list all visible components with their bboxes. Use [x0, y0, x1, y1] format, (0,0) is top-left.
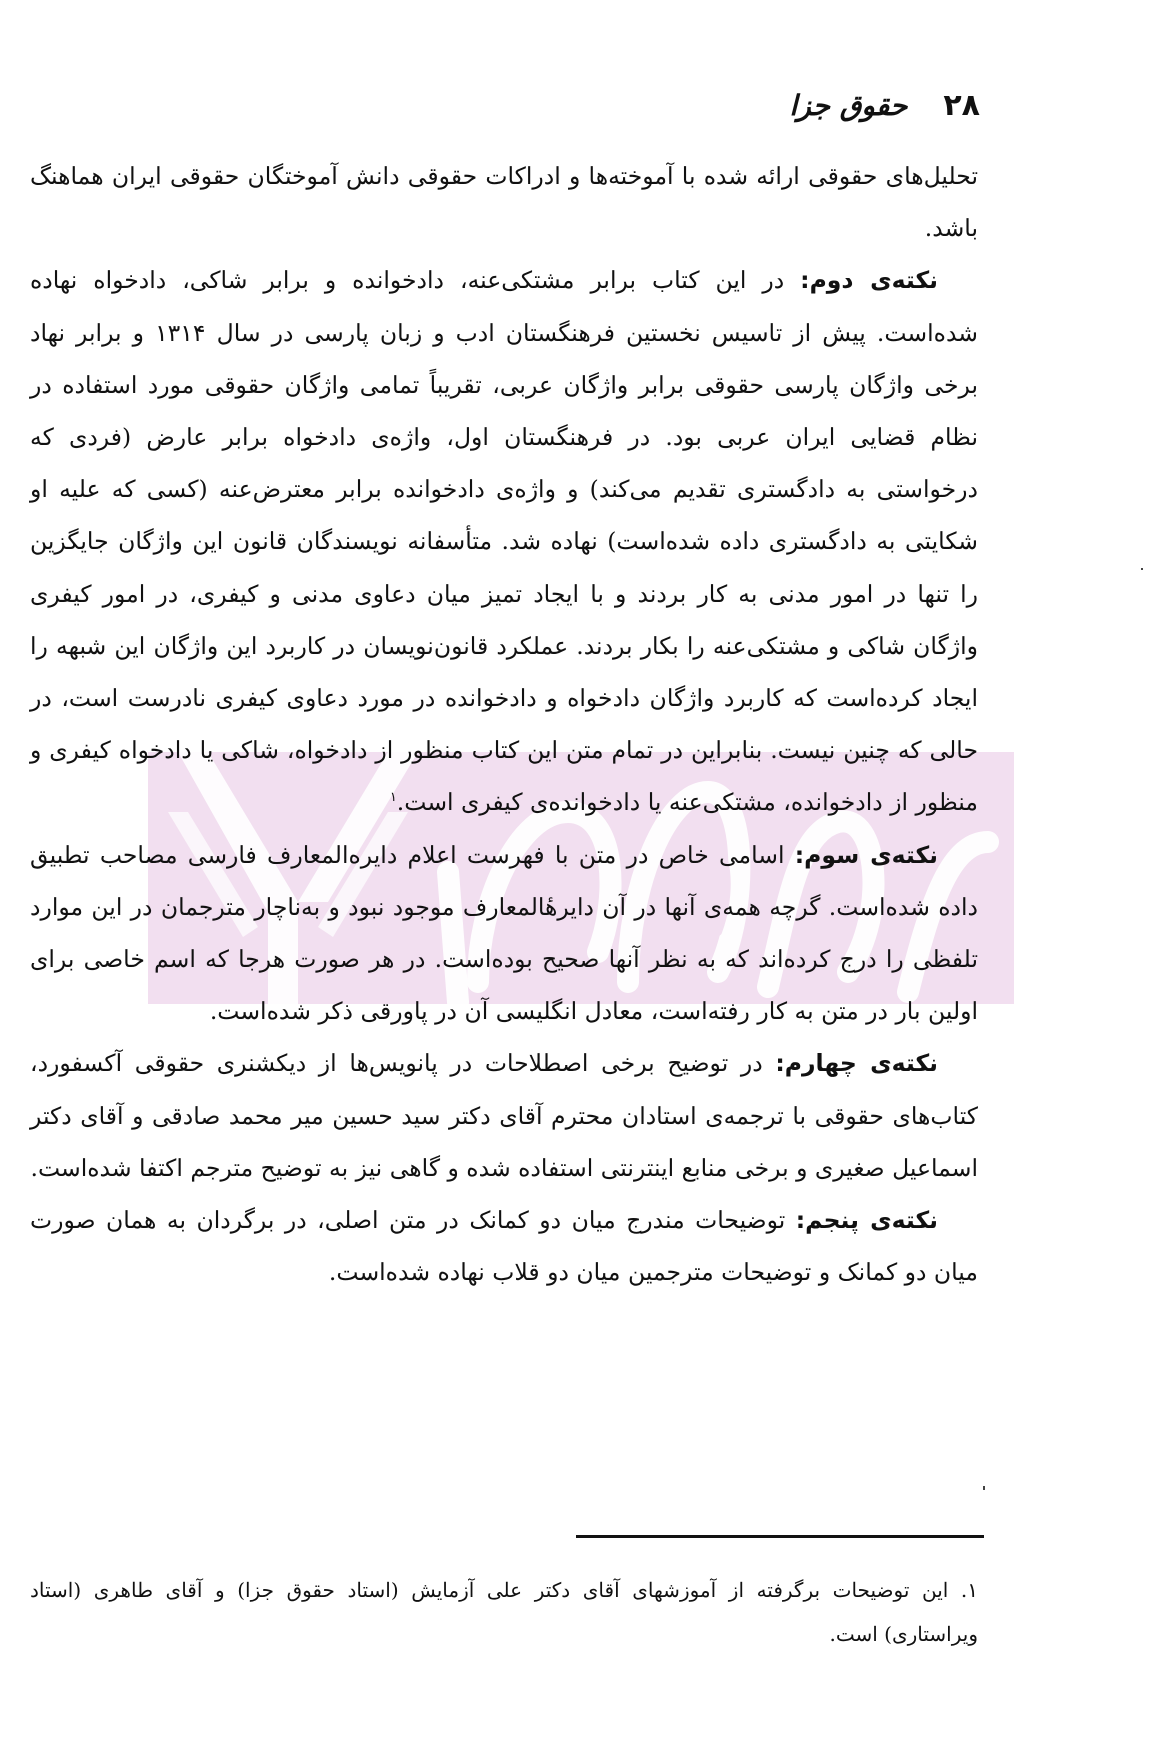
footnote-divider [576, 1535, 984, 1538]
paragraph-lead: نکته‌ی دوم: [800, 266, 939, 295]
footnotes [30, 1568, 978, 1656]
paragraph-lead: نکته‌ی سوم: [794, 840, 938, 869]
footnote-item [30, 1568, 978, 1656]
footnote-text: این توضیحات برگرفته از آموزشهای آقای دکتر علی آزمایش (استاد حقوق جزا) و آقای طاهری (استاد ویراستاری) است. [30, 1578, 978, 1646]
paragraph-text: توضیحات مندرج میان دو کمانک در متن اصلی، در برگردان به همان صورت میان دو کمانک و توضیحات مترجمین میان دو قلاب نهاده شده‌است. [30, 1206, 978, 1287]
paragraph-text: در توضیح برخی اصطلاحات در پانویس‌ها از دیکشنری حقوقی آکسفورد، کتاب‌های حقوقی با ترجمه‌ی استادان محترم آقای دکتر سید حسین میر محمد صادقی و آقای دکتر اسماعیل صغیری و برخی منابع اینترنتی استفاده شده و گاهی نیز به توضیح مترجم اکتفا شده‌است. [30, 1049, 978, 1182]
page-number: ۲۸ [943, 88, 980, 123]
body-text [30, 150, 978, 1298]
paragraph-text: تحلیل‌های حقوقی ارائه شده با آموخته‌ها و ادراکات حقوقی دانش آموختگان حقوقی ایران هماهنگ باشد. [30, 162, 978, 243]
paragraph-note-2 [30, 254, 978, 828]
paragraph-note-3 [30, 829, 978, 1038]
paragraph-lead: نکته‌ی پنجم: [795, 1206, 939, 1235]
paragraph-text: اسامی خاص در متن با فهرست اعلام دایره‌المعارف فارسی مصاحب تطبیق داده شده‌است. گرچه همه‌ی آنها در آن دایرهٔالمعارف موجود نبود و به‌ناچار مترجمان در این موارد تلفظی را درج کرده‌اند که به نظر آنها صحیح بوده‌است. در هر صورت هرجا که اسم خاصی برای اولین بار در متن به کار رفته‌است، معادل انگلیسی آن در پاورقی ذکر شده‌است. [30, 840, 978, 1026]
footnote-reference[interactable]: ۱ [389, 790, 397, 806]
paragraph-text: در این کتاب برابر مشتکی‌عنه، دادخوانده و برابر شاکی، دادخواه نهاده شده‌است. پیش از تاسیس نخستین فرهنگستان ادب و زبان پارسی در سال ۱۳۱۴ و برابر نهاد برخی واژگان پارسی حقوقی برابر واژگان عربی، تقریباً تمامی واژگان حقوقی مورد استفاده در نظام قضایی ایران عربی بود. در فرهنگستان اول، واژه‌ی دادخواه برابر عارض (فردی که درخواستی به دادگستری تقدیم می‌کند) و واژه‌ی دادخوانده برابر معترض‌عنه (کسی که علیه او شکایتی به دادگستری داده شده‌است) نهاده شد. متأسفانه نویسندگان قانون این واژگان جایگزین را تنها در امور مدنی به کار بردند و با ایجاد تمیز میان دعاوی مدنی و کیفری، در امور کیفری واژگان شاکی و مشتکی‌عنه را بکار بردند. عملکرد قانون‌نویسان در کاربرد این واژگان این شبهه را ایجاد کرده‌است که کاربرد واژگان دادخواه و دادخوانده در مورد دعاوی کیفری نادرست است، در حالی که چنین نیست. بنابراین در تمام متن این کتاب منظور از دادخواه، شاکی یا دادخواه کیفری و منظور از دادخوانده، مشتکی‌عنه یا دادخوانده‌ی کیفری است. [30, 266, 978, 817]
paragraph-note-4 [30, 1037, 978, 1194]
footnote-marker: ۱. [960, 1578, 978, 1602]
paragraph-note-5 [30, 1194, 978, 1298]
scan-speck [983, 1486, 985, 1490]
paragraph-lead: نکته‌ی چهارم: [775, 1049, 938, 1078]
page-header [789, 88, 980, 123]
paragraph-continuation [30, 150, 978, 254]
scan-speck [1141, 568, 1143, 570]
running-title: حقوق جزا [789, 89, 908, 122]
